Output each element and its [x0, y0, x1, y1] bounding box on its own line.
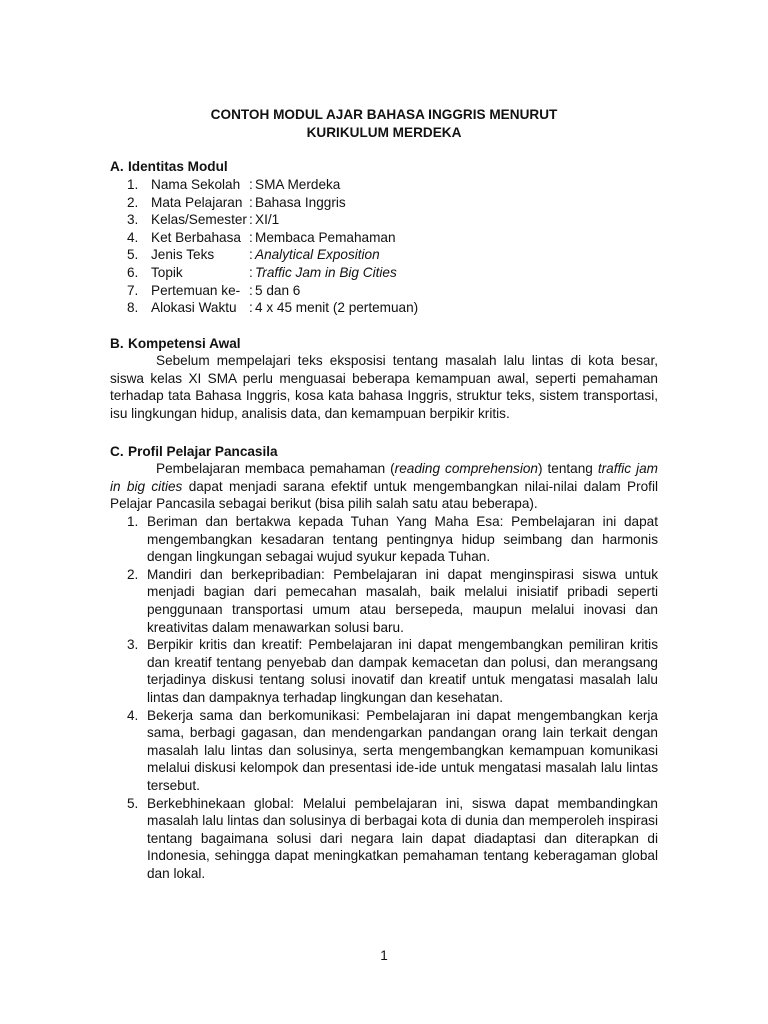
list-item-text: Bekerja sama dan berkomunikasi: Pembelajaran ini dapat mengembangkan kerja sama, berbagi gagasan, dan mendengarkan pandangan orang lain terkait dengan masalah lalu lintas dan solusinya, serta mengembangkan kemampuan komunikasi melalui diskusi kelompok dan presentasi ide-ide untuk mengatasi masalah lalu lintas tersebut. [147, 707, 658, 793]
identitas-item [127, 176, 418, 194]
list-item [127, 636, 658, 706]
identitas-item [127, 264, 418, 282]
item-label: Mata Pelajaran [151, 194, 243, 210]
list-item [127, 795, 658, 883]
item-separator: : [249, 229, 253, 245]
intro-italic-term: reading comprehension [394, 461, 538, 476]
kompetensi-awal-paragraph: Sebelum mempelajari teks eksposisi tentang masalah lalu lintas di kota besar, siswa kelas XI SMA perlu menguasai beberapa kemampuan awal, seperti pemahaman terhadap tata Bahasa Inggris, kosa kata bahasa Inggris, struktur teks, sistem transportasi, isu lingkungan hidup, analisis data, dan kemampuan berpikir kritis. [110, 353, 658, 421]
item-label: Alokasi Waktu [151, 300, 237, 316]
item-separator: : [249, 282, 253, 298]
title-line-1: CONTOH MODUL AJAR BAHASA INGGRIS MENURUT [210, 107, 558, 122]
item-number: 8. [127, 300, 139, 316]
list-item-number: 1. [127, 514, 139, 529]
identitas-item [127, 299, 418, 317]
item-separator: : [249, 194, 253, 210]
intro-italic-term: traffic jam in big cities [110, 461, 658, 494]
item-separator: : [249, 177, 253, 192]
identitas-item [127, 229, 418, 247]
item-label: Pertemuan ke- [151, 282, 241, 298]
list-item-text: Mandiri dan berkepribadian: Pembelajaran ini dapat menginspirasi siswa untuk menjadi bagian dari pemecahan masalah, baik melalui inisiatif pribadi seperti penggunaan transportasi umum atau bersepeda, maupun melalui inovasi dan kreativitas dalam menawarkan solusi baru. [147, 566, 658, 635]
identitas-item [127, 194, 418, 212]
section-a-title: Identitas Modul [128, 159, 228, 174]
section-c-title: Profil Pelajar Pancasila [128, 444, 278, 459]
page-number: 1 [380, 948, 388, 963]
item-value: Bahasa Inggris [255, 194, 346, 210]
identitas-item [127, 246, 418, 264]
item-number: 2. [127, 194, 139, 210]
item-number: 3. [127, 212, 139, 228]
list-item-number: 4. [127, 707, 139, 723]
item-label: Kelas/Semester [151, 212, 247, 228]
item-number: 7. [127, 282, 139, 298]
profil-intro-paragraph [110, 460, 658, 513]
profil-list [127, 513, 658, 882]
item-value: Traffic Jam in Big Cities [255, 264, 397, 280]
section-b-title: Kompetensi Awal [128, 336, 241, 351]
section-b-heading [110, 335, 241, 353]
item-number: 4. [127, 229, 139, 245]
item-label: Ket Berbahasa [151, 229, 241, 245]
item-number: 1. [127, 177, 139, 192]
list-item-number: 2. [127, 566, 139, 582]
document-title [0, 106, 768, 141]
item-number: 6. [127, 264, 139, 280]
item-value: 4 x 45 menit (2 pertemuan) [255, 300, 419, 316]
identitas-item [127, 282, 418, 300]
item-separator: : [249, 247, 253, 263]
list-item-text: Berpikir kritis dan kreatif: Pembelajaran ini dapat mengembangkan pemiliran kritis dan kreatif tentang penyebab dan dampak kemacetan dan polusi, dan merangsang terjadinya diskusi tentang solusi inovatif dan kreatif untuk mengatasi masalah lalu lintas dan dampaknya terhadap lingkungan dan kesehatan. [147, 637, 658, 705]
list-item-number: 3. [127, 637, 139, 653]
item-value: SMA Merdeka [255, 177, 341, 192]
item-value: 5 dan 6 [255, 282, 301, 298]
item-value: Analytical Exposition [255, 247, 380, 263]
intro-text: dapat menjadi sarana efektif untuk mengembangkan nilai-nilai dalam Profil Pelajar Pancasila sebagai berikut (bisa pilih salah satu atau beberapa). [110, 478, 658, 512]
section-a-letter: A. [110, 159, 124, 174]
item-label: Nama Sekolah [151, 177, 241, 192]
section-a-heading [110, 158, 228, 176]
title-line-2: KURIKULUM MERDEKA [306, 124, 462, 140]
section-c-heading [110, 443, 278, 461]
list-item [127, 513, 658, 566]
item-label: Jenis Teks [151, 247, 215, 263]
list-item [127, 566, 658, 636]
identitas-list [127, 176, 418, 317]
item-value: Membaca Pemahaman [255, 229, 396, 245]
intro-text: Pembelajaran membaca pemahaman ( [156, 461, 395, 476]
list-item [127, 707, 658, 795]
item-label: Topik [151, 264, 183, 280]
identitas-item [127, 211, 418, 229]
item-separator: : [249, 264, 253, 280]
item-value: XI/1 [255, 212, 280, 228]
item-number: 5. [127, 247, 139, 263]
section-c-letter: C. [110, 444, 124, 459]
item-separator: : [249, 300, 253, 316]
intro-text: ) tentang [537, 461, 598, 476]
section-b-letter: B. [110, 336, 124, 351]
list-item-text: Beriman dan bertakwa kepada Tuhan Yang Maha Esa: Pembelajaran ini dapat mengembangkan kesadaran tentang pentingnya hidup seimbang dan harmonis dengan lingkungan sebagai wujud syukur kepada Tuhan. [147, 514, 658, 565]
item-separator: : [249, 212, 253, 228]
list-item-text: Berkebhinekaan global: Melalui pembelajaran ini, siswa dapat membandingkan masalah lalu lintas dan solusinya di berbagai kota di dunia dan memperoleh inspirasi tentang bagaimana solusi dari negara lain dapat diadaptasi dan diterapkan di Indonesia, sehingga dapat meningkatkan pemahaman tentang keberagaman global dan lokal. [147, 795, 658, 881]
list-item-number: 5. [127, 795, 139, 811]
